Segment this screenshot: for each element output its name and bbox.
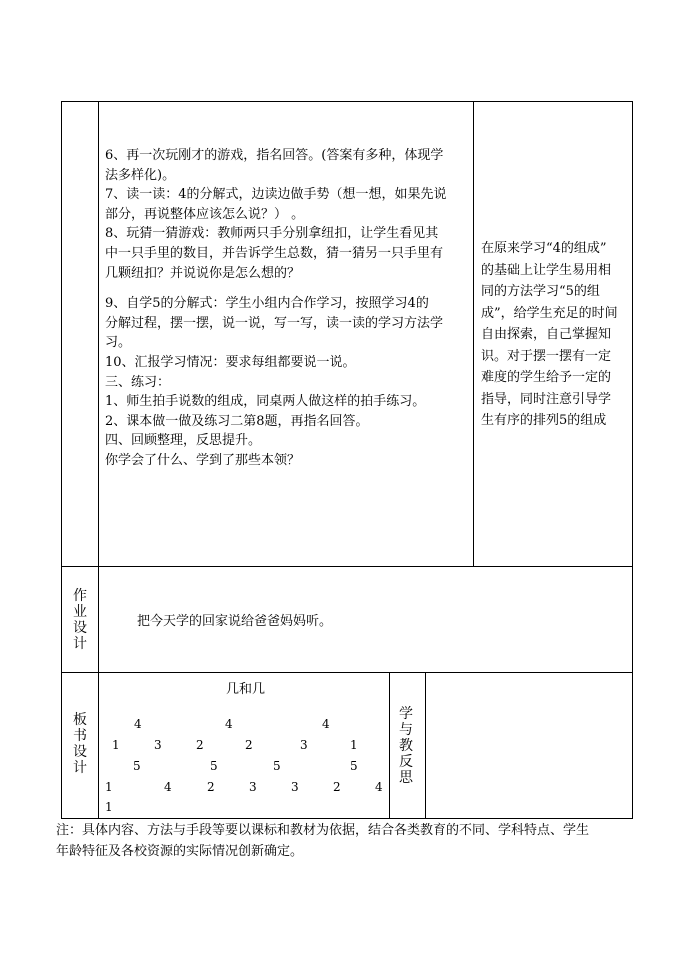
- note-line: 同的方法学习“5的组: [481, 284, 600, 299]
- procedure-line: 8、玩猜一猜游戏：教师两只手分别拿纽扣，让学生看见其: [105, 226, 439, 242]
- procedure-line: 1、师生拍手说数的组成，同桌两人做这样的拍手练习。: [105, 394, 426, 410]
- board-content-divider: [389, 672, 390, 819]
- board-number: 5: [273, 759, 281, 773]
- board-number: 5: [350, 759, 358, 773]
- procedure-line: 三、练习：: [105, 374, 171, 390]
- procedure-line: 部分，再说整体应该怎么说？） 。: [105, 206, 305, 222]
- procedure-line: 法多样化)。: [105, 167, 176, 183]
- teaching-procedure: [105, 146, 467, 471]
- homework-text: 把今天学的回家说给爸爸妈妈听。: [137, 614, 333, 629]
- note-line: 指导，同时注意引导学: [481, 391, 612, 407]
- board-number: 4: [225, 717, 233, 731]
- note-line: 在原来学习“4的组成”: [481, 241, 607, 256]
- procedure-line: 7、读一读：4的分解式，边读边做手势（想一想，如果先说: [105, 187, 447, 203]
- col-divider-left: [98, 101, 99, 566]
- row-divider-1: [61, 566, 633, 567]
- note-line: 的基础上让学生易用相: [481, 262, 612, 278]
- procedure-line: 分解过程，摆一摆，说一说，写一写，读一读的学习方法学: [105, 315, 444, 331]
- homework-label-divider: [98, 566, 99, 672]
- procedure-line: 10、汇报学习情况：要求每组都要说一说。: [105, 354, 356, 370]
- board-number: 5: [210, 759, 218, 773]
- note-line: 成”，给学生充足的时间: [481, 305, 618, 321]
- board-number: 2: [207, 780, 215, 794]
- row-divider-2: [61, 672, 633, 673]
- board-label-divider: [98, 672, 99, 819]
- board-number: 1: [350, 738, 358, 752]
- procedure-line: 几颗纽扣？并说说你是怎么想的？: [105, 265, 301, 281]
- col-divider-right: [473, 101, 474, 566]
- footer-line: 年龄特征及各校资源的实际情况创新确定。: [56, 844, 304, 859]
- board-number: 1: [105, 780, 113, 794]
- board-number: 2: [245, 738, 253, 752]
- homework-label: 作 业 设 计: [73, 588, 87, 652]
- procedure-line: 2、课本做一做及练习二第8题，再指名回答。: [105, 413, 369, 429]
- board-number: 4: [322, 717, 330, 731]
- board-number: 4: [164, 780, 172, 794]
- procedure-line: 习。: [105, 335, 132, 351]
- board-number: 2: [196, 738, 204, 752]
- reflection-label: 学 与 教 反 思: [399, 706, 413, 786]
- board-number: 4: [134, 717, 142, 731]
- footer-note: [56, 820, 646, 862]
- board-number: 1: [112, 738, 120, 752]
- board-number: 2: [333, 780, 341, 794]
- board-label: 板 书 设 计: [73, 712, 87, 776]
- board-number: 3: [291, 780, 299, 794]
- note-line: 自由探索，自己掌握知: [481, 327, 612, 342]
- procedure-spacer: [105, 283, 467, 294]
- footer-line: 注：具体内容、方法与手段等要以课标和教材为依据，结合各类教育的不同、学科特点、学生: [56, 823, 590, 838]
- reflection-label-divider: [425, 672, 426, 819]
- board-number: 1: [105, 800, 113, 814]
- board-number: 4: [375, 780, 383, 794]
- note-line: 识。对于摆一摆有一定: [481, 348, 612, 364]
- procedure-line: 中一只手里的数目，并告诉学生总数，猜一猜另一只手里有: [105, 245, 444, 261]
- procedure-line: 你学会了什么、学到了那些本领？: [105, 452, 301, 468]
- note-line: 难度的学生给予一定的: [481, 370, 612, 385]
- board-number: 5: [133, 759, 141, 773]
- procedure-line: 四、回顾整理，反思提升。: [105, 433, 262, 449]
- procedure-line: 9、自学5的分解式：学生小组内合作学习，按照学习4的: [105, 296, 429, 312]
- board-number: 3: [154, 738, 162, 752]
- note-line: 生有序的排列5的组成: [481, 413, 607, 428]
- procedure-line: 6、再一次玩刚才的游戏，指名回答。(答案有多种，体现学: [105, 148, 444, 163]
- design-note: [481, 238, 629, 432]
- board-title: 几和几: [226, 682, 266, 697]
- board-number: 3: [249, 780, 257, 794]
- board-number: 3: [300, 738, 308, 752]
